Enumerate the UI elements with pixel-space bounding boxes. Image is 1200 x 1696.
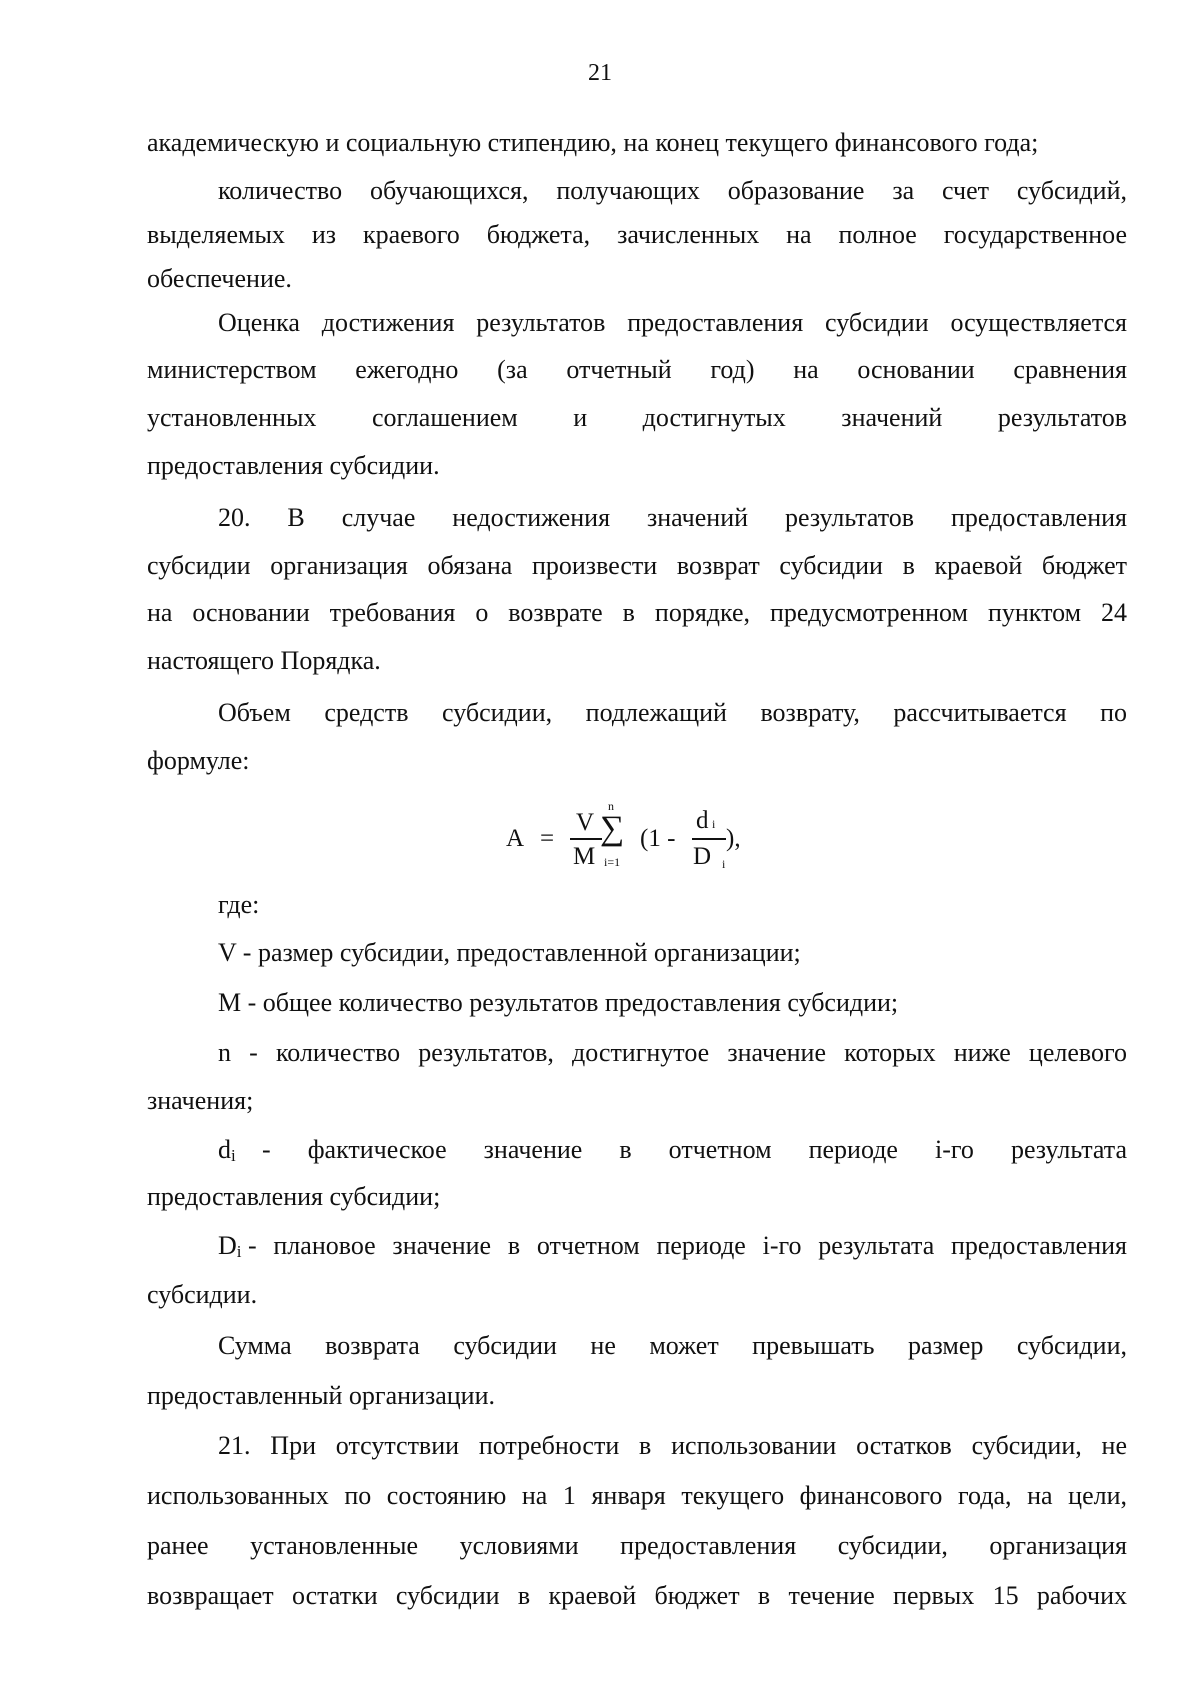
formula-lhs: A [506,825,525,852]
text-line: использованных по состоянию на 1 января текущего финансового года, на цели, [147,1481,1127,1510]
text-line: министерством ежегодно (за отчетный год) на основании сравнения [147,355,1127,384]
text-line: 21. При отсутствии потребности в использовании остатков субсидии, не [218,1431,1127,1460]
fraction1-denominator: M [573,843,596,870]
text-line: где: [218,890,260,919]
text-line: установленных соглашением и достигнутых значений результатов [147,403,1127,432]
text-line: Объем средств субсидии, подлежащий возврату, рассчитывается по [218,698,1127,727]
text-line: Оценка достижения результатов предоставления субсидии осуществляется [218,308,1127,337]
text-line: предоставления субсидии. [147,451,440,480]
text-line: выделяемых из краевого бюджета, зачисленных на полное государственное [147,220,1127,249]
text-line: Сумма возврата субсидии не может превышать размер субсидии, [218,1331,1127,1360]
sum-symbol: ∑ [600,810,625,847]
fraction2-denominator: D [693,843,712,870]
text-line: возвращает остатки субсидии в краевой бюджет в течение первых 15 рабочих [147,1581,1127,1610]
fraction1-bar [570,838,602,840]
fraction2-denominator-index: i [722,857,726,871]
formula-open: (1 - [640,825,676,852]
text-line: формуле: [147,746,250,775]
text-line: значения; [147,1086,254,1115]
fraction2-bar [692,838,726,840]
text-line: предоставленный организации. [147,1381,495,1410]
text-line: n - количество результатов, достигнутое значение которых ниже целевого [218,1038,1127,1067]
text-line: на основании требования о возврате в порядке, предусмотренном пунктом 24 [147,598,1127,627]
return-formula [500,800,760,880]
text-line: М - общее количество результатов предоставления субсидии; [218,988,899,1017]
sum-upper-limit: n [608,799,614,813]
text-line: предоставления субсидии; [147,1182,441,1211]
fraction1-numerator: V [576,809,595,836]
text-line: субсидии. [147,1280,258,1309]
var-d-index: i [231,1146,236,1165]
text-line: 20. В случае недостижения значений результатов предоставления [218,503,1127,532]
text-line: настоящего Порядка. [147,646,381,675]
sum-lower-limit: i=1 [604,855,621,869]
var-D: D [218,1231,237,1260]
page-number: 21 [588,60,612,86]
var-D-index: i [236,1242,242,1261]
fraction2-numerator-index: i [712,817,716,831]
text-line: ранее установленные условиями предоставления субсидии, организация [147,1531,1127,1560]
text-line: - плановое значение в отчетном периоде i-го результата предоставления [248,1231,1127,1260]
text-line: количество обучающихся, получающих образование за счет субсидий, [218,176,1127,205]
text-line: - фактическое значение в отчетном периоде i-го результата [262,1135,1127,1164]
var-d-label [218,1137,258,1164]
formula-close: ), [726,825,741,852]
formula-equals: = [540,825,555,852]
var-d: d [218,1135,231,1164]
text-line: академическую и социальную стипендию, на конец текущего финансового года; [147,128,1039,157]
text-line: обеспечение. [147,264,292,293]
text-line: V - размер субсидии, предоставленной организации; [218,938,801,967]
fraction2-numerator: d [696,807,709,834]
text-line: субсидии организация обязана произвести возврат субсидии в краевой бюджет [147,551,1127,580]
